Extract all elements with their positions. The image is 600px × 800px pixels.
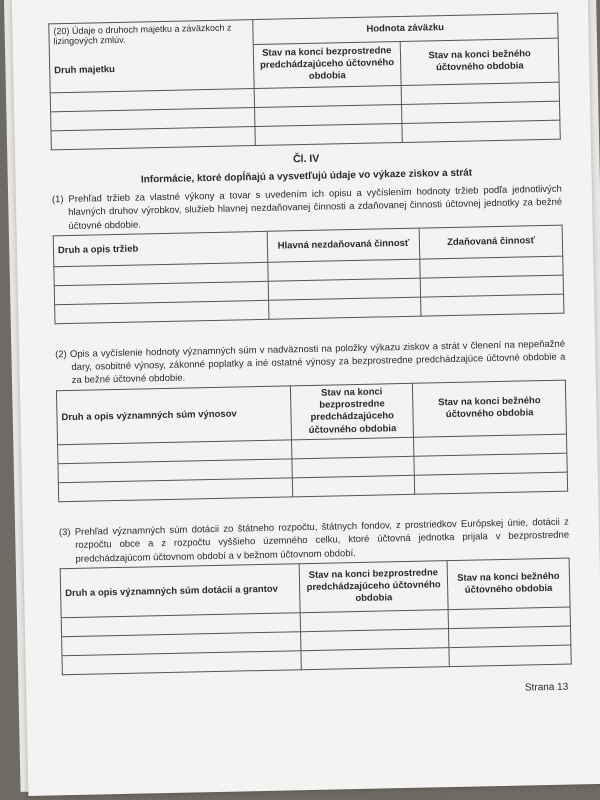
header-prev-period: Stav na konci bezprostredne predchádzajúceho účtovného obdobia	[291, 383, 414, 440]
header-druh-dotacii: Druh a opis významných súm dotácii a grantov	[60, 564, 300, 618]
page-content	[48, 13, 572, 676]
document-page	[12, 0, 600, 796]
header-curr-period: Stav na konci bežného účtovného obdobia	[400, 38, 559, 86]
header-druh-majetku: Druh majetku	[49, 44, 253, 93]
header-prev-period: Stav na konci bezprostredne predchádzajúceho účtovného obdobia	[299, 561, 448, 613]
table-vynosy	[56, 379, 568, 502]
table-cell[interactable]	[62, 651, 302, 675]
item1-text: (1) Prehľad tržieb za vlastné výkony a tovar s uvedením ich opisu a vyčíslením hodnoty tržieb podľa jednotlivých hlavných druhov výrobkov, služieb hlavnej nezdaňovanej činnosti a zdaňovanej činnosti účtovnej jednotky za bežné účtovné obdobie.	[51, 183, 563, 232]
table-trzby	[53, 225, 565, 325]
table-cell[interactable]	[292, 456, 415, 478]
item2-text: (2) Opis a vyčíslenie hodnoty významných súm v nadväznosti na položky výkazu ziskov a strát v členení na nepeňažné dary, osobitné výnosy, zákonné poplatky a iné ostatné výnosy za bezprostredne predchádzajúce účtovné obdobie a za bežné účtovné obdobie.	[55, 338, 566, 387]
header-curr-period: Stav na konci bežného účtovného obdobia	[447, 558, 570, 610]
page-number: Strana 13	[524, 681, 569, 694]
table-cell[interactable]	[301, 648, 449, 670]
header-prev-period: Stav na konci bezprostredne predchádzajúceho účtovného obdobia	[253, 41, 402, 89]
table-leasing	[48, 13, 561, 151]
header-hodnota-zavazku: Hodnota záväzku	[252, 13, 558, 44]
section-number: Čl. IV	[292, 152, 320, 166]
section-title: Informácie, ktoré dopĺňajú a vysvetľujú údaje vo výkaze ziskov a strát	[140, 167, 473, 186]
table-cell[interactable]	[292, 437, 415, 459]
table-cell[interactable]	[415, 472, 568, 494]
table-cell[interactable]	[449, 645, 572, 667]
table-leasing-caption: (20) Údaje o druhoch majetku a záväzkoch z lizingových zmlúv.	[49, 20, 253, 49]
table-cell[interactable]	[448, 626, 571, 648]
table-cell[interactable]	[402, 120, 560, 142]
header-druh-vynosov: Druh a opis významných súm výnosov	[56, 386, 291, 445]
header-nezdanovana: Hlavná nezdaňovaná činnosť	[267, 228, 420, 262]
table-cell[interactable]	[255, 123, 403, 145]
table-cell[interactable]	[292, 475, 415, 497]
table-cell[interactable]	[268, 297, 421, 319]
table-dotacie	[60, 558, 572, 676]
header-curr-period: Stav na konci bežného účtovného obdobia	[413, 380, 567, 438]
table-cell[interactable]	[51, 127, 255, 150]
header-druh-trzieb: Druh a opis tržieb	[53, 231, 267, 266]
table-cell[interactable]	[448, 607, 571, 629]
item3-text: (3) Prehľad významných súm dotácii zo štátneho rozpočtu, štátnych fondov, z prostriedkov Európskej únie, dotácii z rozpočtu obce a z rozpočtu vyššieho územného celku, ktoré účtovná jednotka prijala v bezprostredne predchádzajúcom účtovnom období a v bežnom účtovnom období.	[58, 516, 570, 565]
table-cell[interactable]	[421, 294, 564, 316]
header-zdanovana: Zdaňovaná činnosť	[420, 225, 563, 259]
